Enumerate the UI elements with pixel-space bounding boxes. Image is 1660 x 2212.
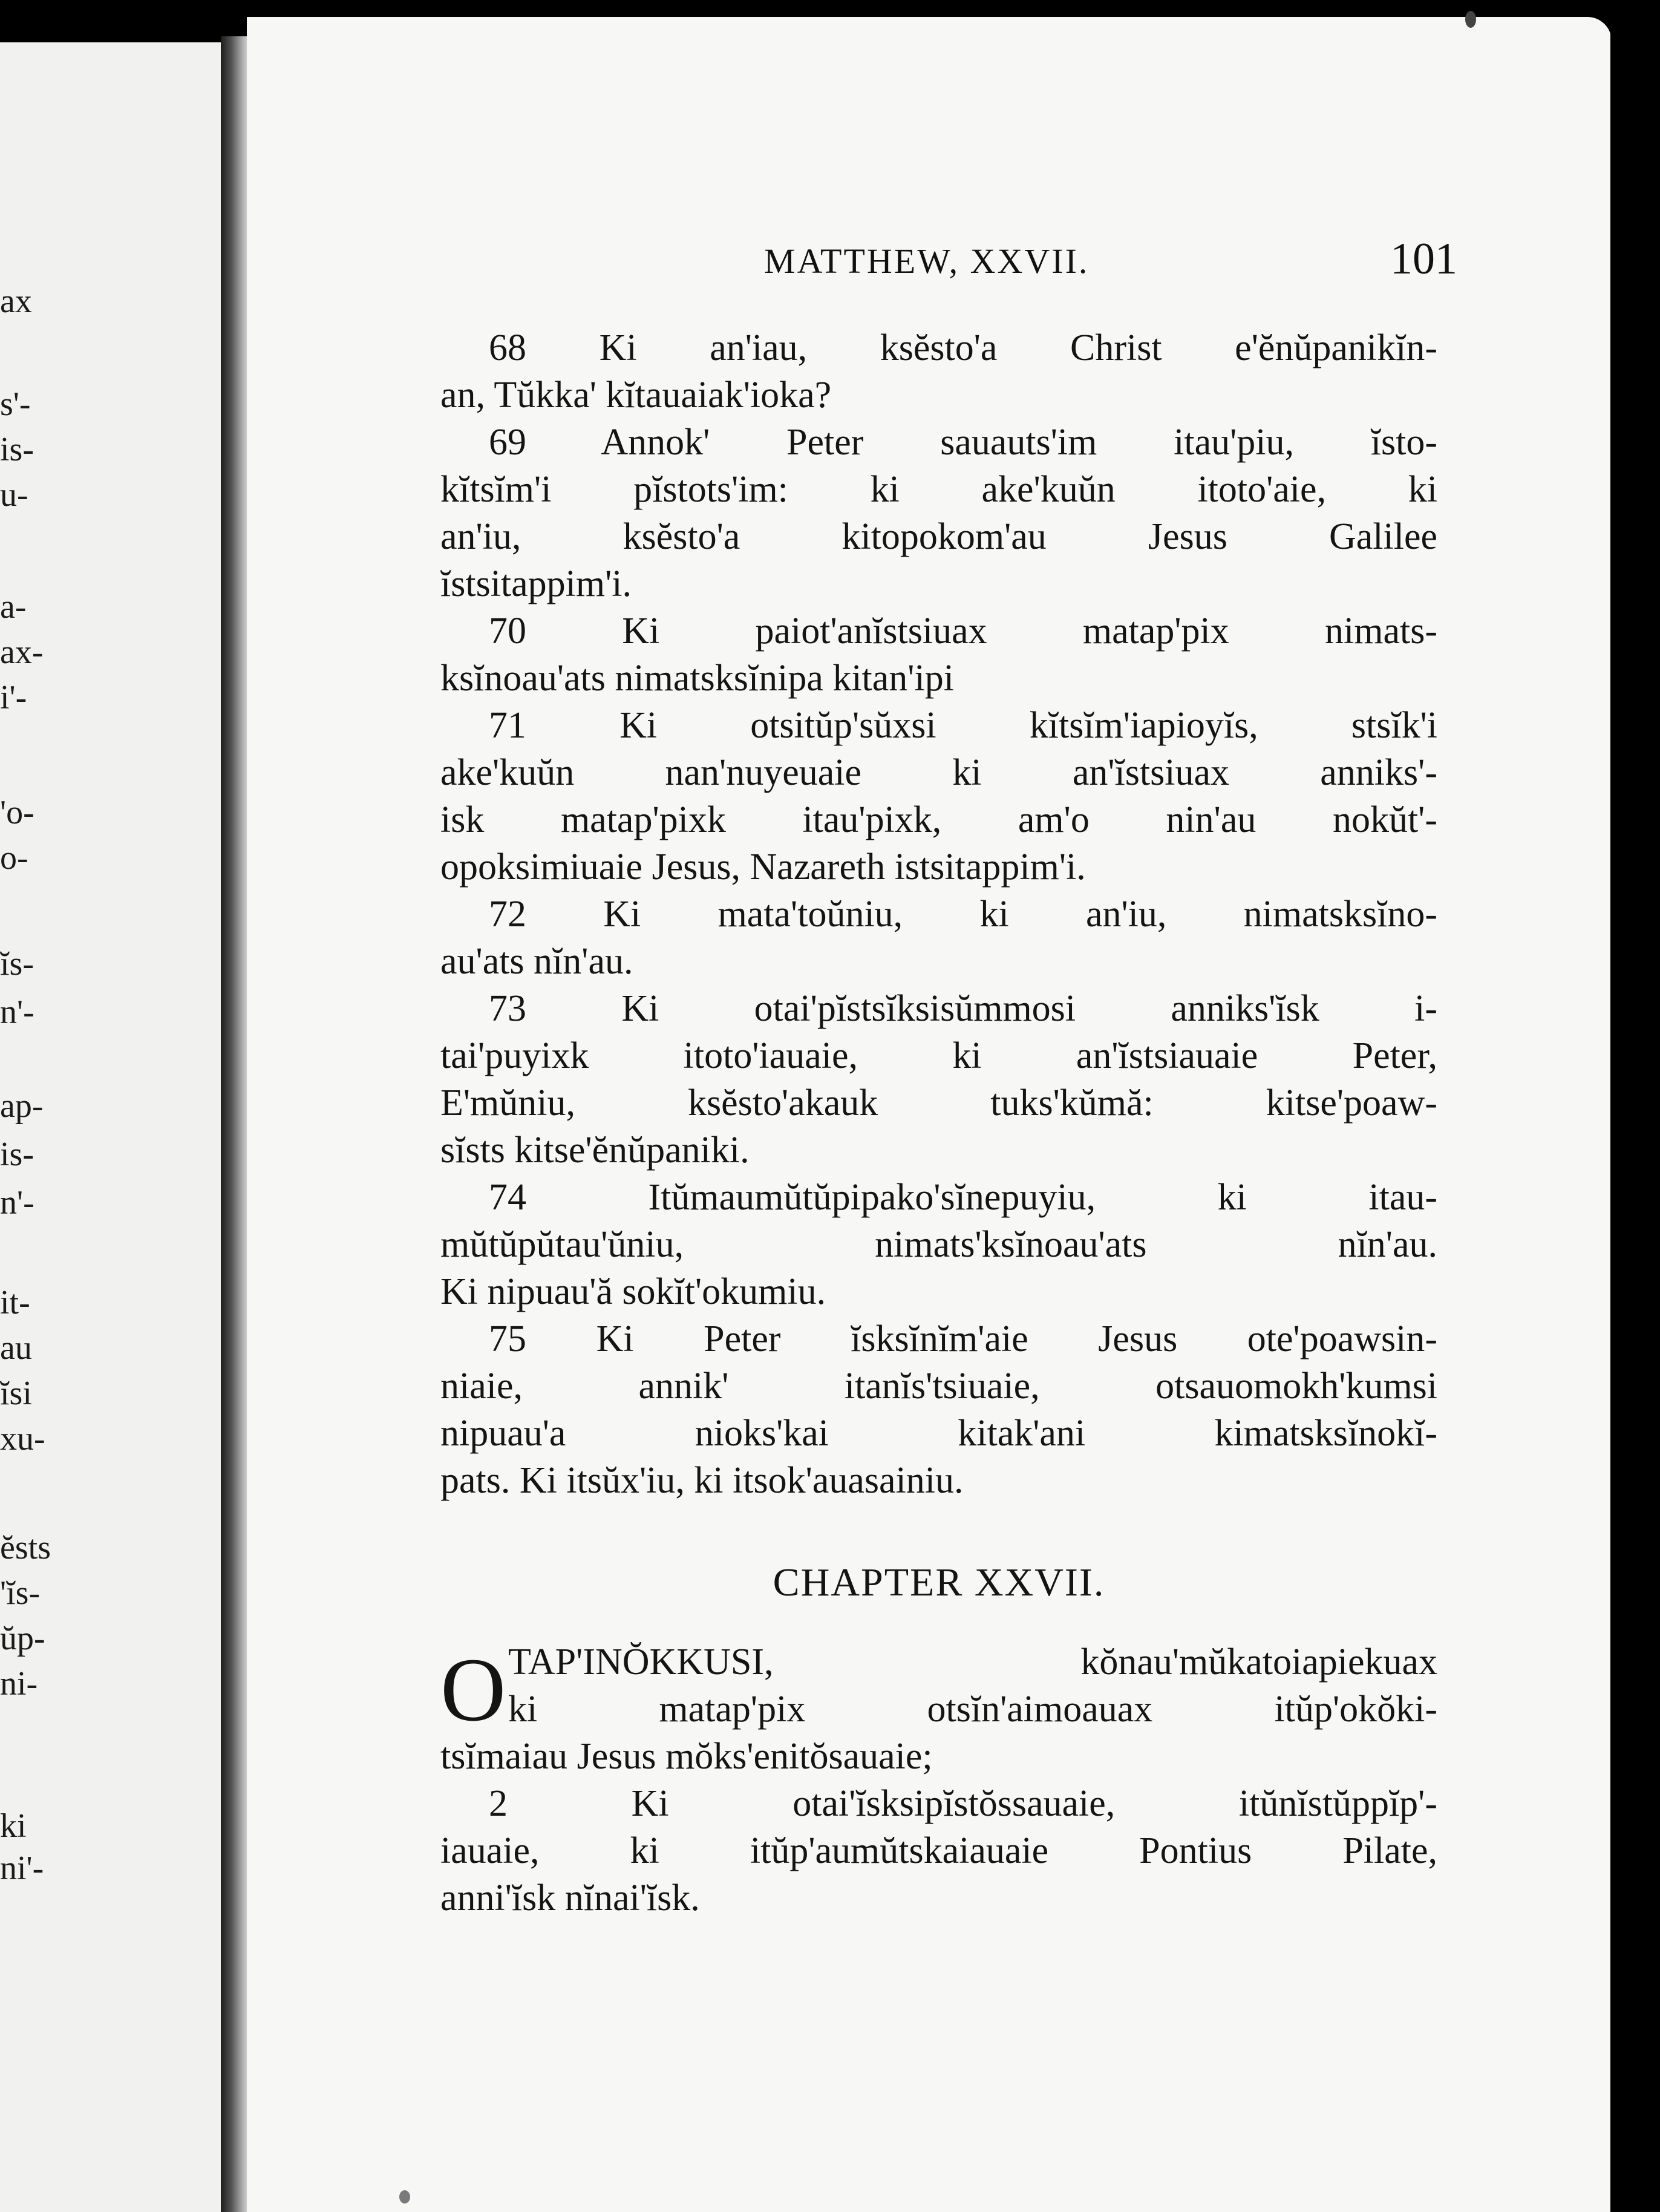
left-page-text-fragment: ĭsi — [0, 1375, 32, 1412]
chapter-line: anni'ĭsk nĭnai'ĭsk. — [440, 1877, 700, 1919]
left-page-text-fragment: a- — [0, 588, 27, 626]
chapter-heading: CHAPTER XXVII. — [773, 1560, 1105, 1605]
verse-line: ĭstsitappim'i. — [440, 563, 632, 604]
left-page-text-fragment: i'- — [0, 679, 27, 716]
left-page-text-fragment: xu- — [0, 1420, 45, 1458]
left-page-text-fragment: o- — [0, 839, 28, 877]
left-page-text-fragment: ax- — [0, 633, 44, 671]
left-page-text-fragment: ni'- — [0, 1850, 44, 1887]
left-page-text-fragment: n'- — [0, 993, 34, 1031]
verse-line: an'iu, ksĕsto'a kitopokom'au Jesus Galilee — [440, 516, 1437, 557]
verse-line: 72 Ki mata'toŭniu, ki an'iu, nimatsksĭno- — [489, 894, 1437, 935]
verse-line: 68 Ki an'iau, ksĕsto'a Christ e'ĕnŭpanikĭn- — [489, 327, 1437, 368]
verse-line: sĭsts kitse'ĕnŭpaniki. — [440, 1130, 750, 1171]
scan-border-right — [1610, 0, 1660, 2212]
verse-line: opoksimiuaie Jesus, Nazareth istsitappim'i. — [440, 846, 1086, 888]
left-page-text-fragment: ĭs- — [0, 945, 34, 983]
book-gutter — [221, 36, 250, 2212]
verse-line: mŭtŭpŭtau'ŭniu, nimats'ksĭnoau'ats nĭn'au. — [440, 1224, 1437, 1265]
left-page-text-fragment: is- — [0, 1136, 34, 1173]
verse-line: kĭtsĭm'i pĭstots'im: ki ake'kuŭn itoto'aie, ki — [440, 469, 1437, 510]
left-page-text-fragment: ki — [0, 1807, 27, 1845]
chapter-text-block — [440, 1638, 1437, 1922]
verse-line: 71 Ki otsitŭp'sŭxsi kĭtsĭm'iapioyĭs, stsĭk'i — [489, 705, 1437, 746]
left-page-text-fragment: is- — [0, 431, 34, 468]
left-facing-page — [0, 42, 221, 2212]
verse-line: E'mŭniu, ksĕsto'akauk tuks'kŭmă: kitse'poaw- — [440, 1082, 1437, 1124]
verse-line: isk matap'pixk itau'pixk, am'o nin'au nokŭt'- — [440, 799, 1437, 840]
verse-line: 70 Ki paiot'anĭstsiuax matap'pix nimats- — [489, 610, 1437, 652]
ink-smudge — [399, 2190, 410, 2204]
left-page-text-fragment: ŭp- — [0, 1620, 45, 1657]
chapter-line: 2 Ki otai'ĭsksipĭstŏssauaie, itŭnĭstŭppĭp'- — [489, 1783, 1437, 1824]
verse-text-block — [440, 324, 1437, 1504]
verse-line: 69 Annok' Peter sauauts'im itau'piu, ĭsto- — [489, 422, 1437, 463]
left-page-text-fragment: ax — [0, 283, 32, 320]
verse-line: ake'kuŭn nan'nuyeuaie ki an'ĭstsiuax anniks'- — [440, 752, 1437, 793]
chapter-line: iauaie, ki itŭp'aumŭtskaiauaie Pontius Pilate, — [440, 1830, 1437, 1871]
left-page-text-fragment: ap- — [0, 1087, 44, 1125]
page-number: 101 — [1390, 234, 1457, 284]
verse-line: niaie, annik' itanĭs'tsiuaie, otsauomokh'kumsi — [440, 1366, 1437, 1407]
verse-line: pats. Ki itsŭx'iu, ki itsok'auasainiu. — [440, 1460, 964, 1501]
left-page-text-fragment: s'- — [0, 385, 31, 423]
drop-cap: O — [440, 1640, 506, 1740]
left-page-text-fragment: ni- — [0, 1665, 38, 1703]
verse-line: au'ats nĭn'au. — [440, 941, 633, 982]
verse-line: 73 Ki otai'pĭstsĭksisŭmmosi anniks'ĭsk i- — [489, 988, 1437, 1029]
right-page — [247, 17, 1612, 2212]
left-page-text-fragment: it- — [0, 1284, 30, 1321]
verse-line: Ki nipuau'ă sokĭt'okumiu. — [440, 1271, 826, 1312]
left-page-text-fragment: n'- — [0, 1184, 34, 1222]
running-header-title: MATTHEW, XXVII. — [764, 241, 1090, 281]
scan-speck — [1465, 11, 1476, 28]
left-page-text-fragment: 'ĭs- — [0, 1574, 41, 1612]
left-page-text-fragment: au — [0, 1329, 32, 1367]
chapter-line: tsĭmaiau Jesus mŏks'enitŏsauaie; — [440, 1736, 933, 1777]
left-page-text-fragment: 'o- — [0, 794, 34, 831]
chapter-line: ki matap'pix otsĭn'aimoauax itŭp'okŏki- — [508, 1689, 1437, 1730]
verse-line: ksĭnoau'ats nimatsksĭnipa kitan'ipi — [440, 658, 954, 699]
verse-line: tai'puyixk itoto'iauaie, ki an'ĭstsiauaie Peter, — [440, 1035, 1437, 1076]
verse-line: 75 Ki Peter ĭsksĭnĭm'aie Jesus ote'poawsin- — [489, 1318, 1437, 1360]
chapter-line: TAP'INŎKKUSI, kŏnau'mŭkatoiapiekuax — [508, 1641, 1437, 1683]
verse-line: nipuau'a nioks'kai kitak'ani kimatsksĭnokĭ- — [440, 1413, 1437, 1454]
left-page-text-fragment: u- — [0, 476, 28, 514]
verse-line: 74 Itŭmaumŭtŭpipako'sĭnepuyiu, ki itau- — [489, 1177, 1437, 1218]
verse-line: an, Tŭkka' kĭtauaiak'ioka? — [440, 375, 832, 416]
left-page-text-fragment: ĕsts — [0, 1529, 51, 1566]
